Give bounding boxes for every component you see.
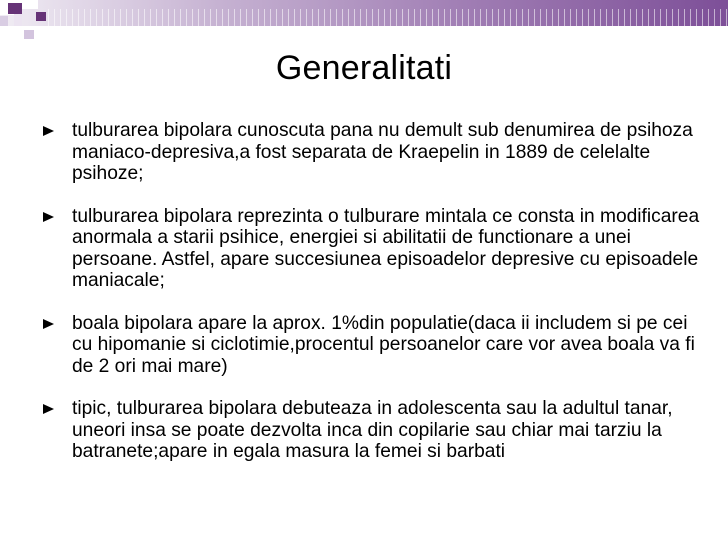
bullet-item [40, 120, 700, 185]
bullet-triangle-icon [43, 126, 54, 136]
bullet-item [40, 398, 700, 463]
bullet-text: tulburarea bipolara reprezinta o tulburare mintala ce consta in modificarea anormala a starii psihice, energiei si abilitatii de functionare a unei persoane. Astfel, apare succesiunea episoadelor depresive cu episoadele maniacale; [72, 205, 700, 291]
bullet-text: tulburarea bipolara cunoscuta pana nu demult sub denumirea de psihoza maniaco-depresiva,a fost separata de Kraepelin in 1889 de celelalte psihoze; [72, 120, 693, 184]
bullet-item [40, 206, 700, 292]
decorative-square [22, 0, 38, 9]
bullet-text: boala bipolara apare la aprox. 1%din populatie(daca ii includem si pe cei cu hipomanie si ciclotimie,procentul persoanelor care vor avea boala va fi de 2 ori mai mare) [72, 312, 695, 377]
slide-title: Generalitati [275, 49, 453, 87]
decorative-square [14, 14, 22, 26]
bullet-list [40, 120, 700, 484]
bullet-text: tipic, tulburarea bipolara debuteaza in adolescenta sau la adultul tanar, uneori insa se poate dezvolta inca din copilarie sau chiar mai tarziu la batranete;apare in egala masura la femei si barbati [72, 398, 673, 462]
bullet-triangle-icon [43, 404, 54, 414]
decorative-square [36, 12, 46, 21]
decorative-square [8, 3, 22, 14]
bullet-triangle-icon [43, 212, 54, 222]
header-stripe-pattern [48, 9, 728, 26]
decorative-square [24, 30, 34, 39]
bullet-item [40, 313, 700, 378]
decorative-square [0, 16, 8, 26]
bullet-triangle-icon [43, 319, 54, 329]
